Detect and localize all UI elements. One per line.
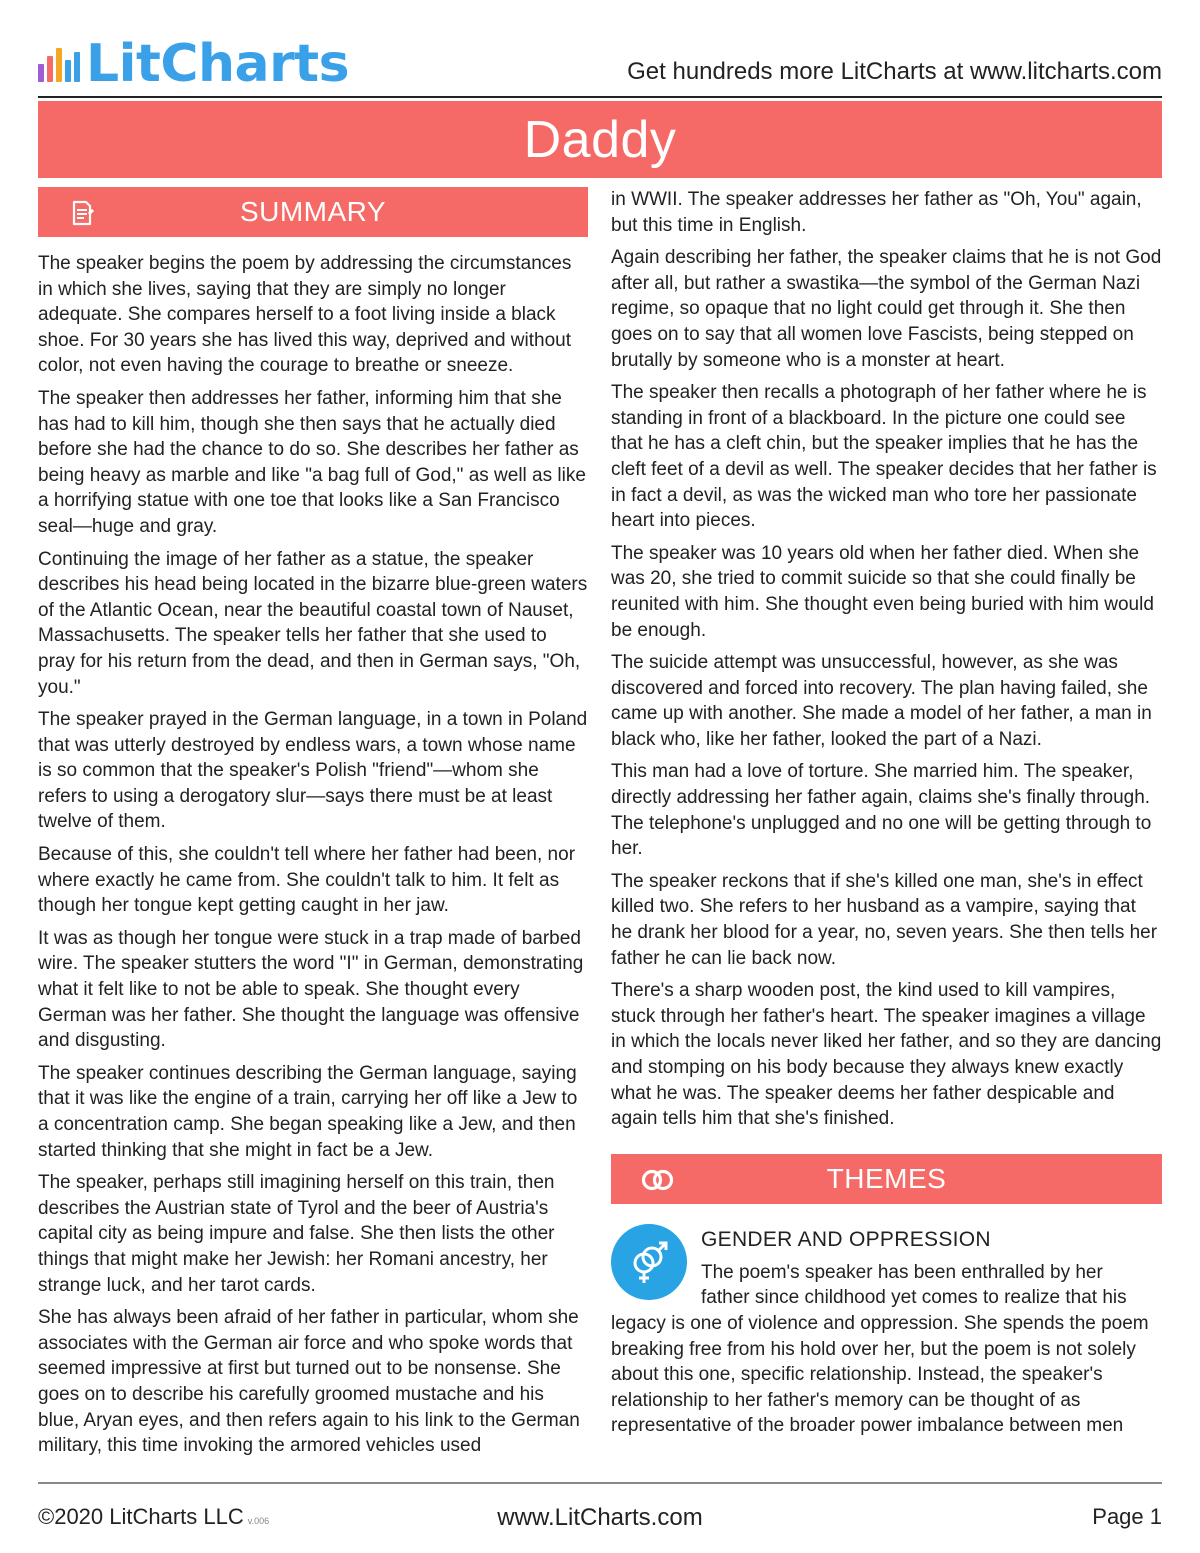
page-number: Page 1 [1092, 1504, 1162, 1529]
copyright-text: ©2020 LitCharts LLC [38, 1504, 244, 1529]
theme-gender-and-oppression [611, 1218, 1162, 1439]
footer-divider [38, 1482, 1162, 1484]
page-header [38, 30, 1162, 94]
page-title: Daddy [523, 110, 677, 169]
summary-paragraph: The suicide attempt was unsuccessful, however, as she was discovered and forced into recovery. The plan having failed, she came up with another. She made a model of her father, a man in black who, like her father, looked the part of a Nazi. [611, 652, 1152, 750]
summary-paragraph: in WWII. The speaker addresses her father as "Oh, You" again, but this time in English. [611, 189, 1142, 236]
summary-paragraph: The speaker, perhaps still imagining herself on this train, then describes the Austrian state of Tyrol and the beer of Austria's capital city as being impure and false. She then lists the other things that might make her Jewish: her Romani ancestry, her strange luck, and her tarot cards. [38, 1172, 555, 1296]
theme-icon-badge [611, 1224, 687, 1300]
summary-paragraph: The speaker begins the poem by addressing the circumstances in which she lives, saying that they are simply no longer adequate. She compares herself to a foot living inside a black shoe. For 30 years she has lived this way, deprived and without color, not even having the courage to breathe or sneeze. [38, 253, 572, 377]
right-column [611, 187, 1162, 1439]
footer-url-link[interactable]: www.LitCharts.com [497, 1504, 703, 1531]
theme-body [611, 1260, 1162, 1439]
header-divider [38, 96, 1162, 98]
summary-paragraph: There's a sharp wooden post, the kind used to kill vampires, stuck through her father's heart. The speaker imagines a village in which the locals never liked her father, and so they are dancing and stomping on his body because they always knew exactly what he was. The speaker deems her father despicable and again tells him that she's finished. [611, 980, 1162, 1130]
themes-rings-icon [641, 1166, 675, 1194]
header-tagline[interactable]: Get hundreds more LitCharts at www.litcharts.com [627, 58, 1162, 85]
summary-paragraph: The speaker reckons that if she's killed one man, she's in effect killed two. She refers to her husband as a vampire, saying that he drank her blood for a year, no, seven years. She then tells her father he can lie back now. [611, 870, 1158, 969]
summary-paragraph: Continuing the image of her father as a statue, the speaker describes his head being located in the bizarre blue-green waters of the Atlantic Ocean, near the beautiful coastal town of Nauset, Massachusetts. The speaker tells her father that she used to pray for his return from the dead, and then in German says, "Oh, you." [38, 548, 588, 698]
left-column [38, 187, 588, 1466]
summary-paragraph: Again describing her father, the speaker claims that he is not God after all, but rather a swastika—the symbol of the German Nazi regime, so opaque that no light could get through it. She then goes on to say that all women love Fascists, being stepped on brutally by someone who is a monster at heart. [611, 247, 1162, 371]
summary-paragraph: It was as though her tongue were stuck in a trap made of barbed wire. The speaker stutters the word "I" in German, demonstrating what it felt like to not be able to speak. She thought every German was her father. She thought the language was offensive and disgusting. [38, 927, 584, 1052]
themes-section-header [611, 1154, 1162, 1204]
document-icon [68, 199, 96, 227]
summary-section-header [38, 187, 588, 237]
summary-paragraph: The speaker then recalls a photograph of her father where he is standing in front of a blackboard. In the picture one could see that he has a cleft chin, but the speaker implies that he has the cleft feet of a devil as well. The speaker decides that her father is in fact a devil, as was the wicked man who tore her passionate heart into pieces. [611, 382, 1157, 532]
page-footer [38, 1500, 1162, 1540]
summary-paragraph: The speaker then addresses her father, informing him that she has had to kill him, though she then says that he actually died before she had the chance to do so. She describes her father as being heavy as marble and like "a bag full of God," as well as like a horrifying statue with one toe that looks like a San Francisco seal—huge and gray. [38, 387, 586, 537]
summary-paragraph: Because of this, she couldn't tell where her father had been, nor where exactly he came from. She couldn't talk to him. It felt as though her tongue kept getting caught in her jaw. [38, 844, 576, 917]
summary-paragraph: The speaker prayed in the German language, in a town in Poland that was utterly destroyed by endless wars, a town whose name is so common that the speaker's Polish "friend"—whom she refers to using a derogatory slur—says there must be at least twelve of them. [38, 709, 588, 833]
logo-text: LitCharts [86, 34, 350, 94]
logo-bars-icon [38, 42, 80, 82]
theme-title: GENDER AND OPPRESSION [701, 1227, 991, 1251]
version-label: v.006 [247, 1516, 270, 1526]
theme-body-rest: legacy is one of violence and oppression. She spends the poem breaking free from his hold over her, but the poem is not solely about this one, specific relationship. Instead, the speaker's relationship to her father's memory can be thought of as representative of the broader power imbalance between men [611, 1312, 1149, 1437]
summary-paragraph: This man had a love of torture. She married him. The speaker, directly addressing her father again, claims she's finally through. The telephone's unplugged and no one will be getting through to her. [611, 761, 1152, 860]
title-band [38, 101, 1162, 178]
gender-symbols-icon [624, 1237, 674, 1287]
themes-heading: THEMES [826, 1162, 947, 1194]
summary-paragraph: She has always been afraid of her father in particular, whom she associates with the German air force and who spoke words that seemed impressive at first but turned out to be nonsense. She goes on to describe his carefully groomed mustache and his blue, Aryan eyes, and then refers again to his link to the German military, this time invoking the armored vehicles used [38, 1307, 580, 1457]
litcharts-logo[interactable] [38, 34, 350, 94]
summary-paragraph: The speaker was 10 years old when her father died. When she was 20, she tried to commit suicide so that she could finally be reunited with him. She thought even being buried with him would be enough. [611, 542, 1154, 641]
theme-body-line: The poem's speaker has been enthralled by her [701, 1261, 1103, 1283]
theme-body-line: father since childhood yet comes to realize that his [701, 1287, 1127, 1309]
summary-heading: SUMMARY [239, 196, 387, 228]
summary-paragraph: The speaker continues describing the German language, saying that it was like the engine of a train, carrying her off like a Jew to a concentration camp. She began speaking like a Jew, and then started thinking that she might in fact be a Jew. [38, 1062, 578, 1161]
